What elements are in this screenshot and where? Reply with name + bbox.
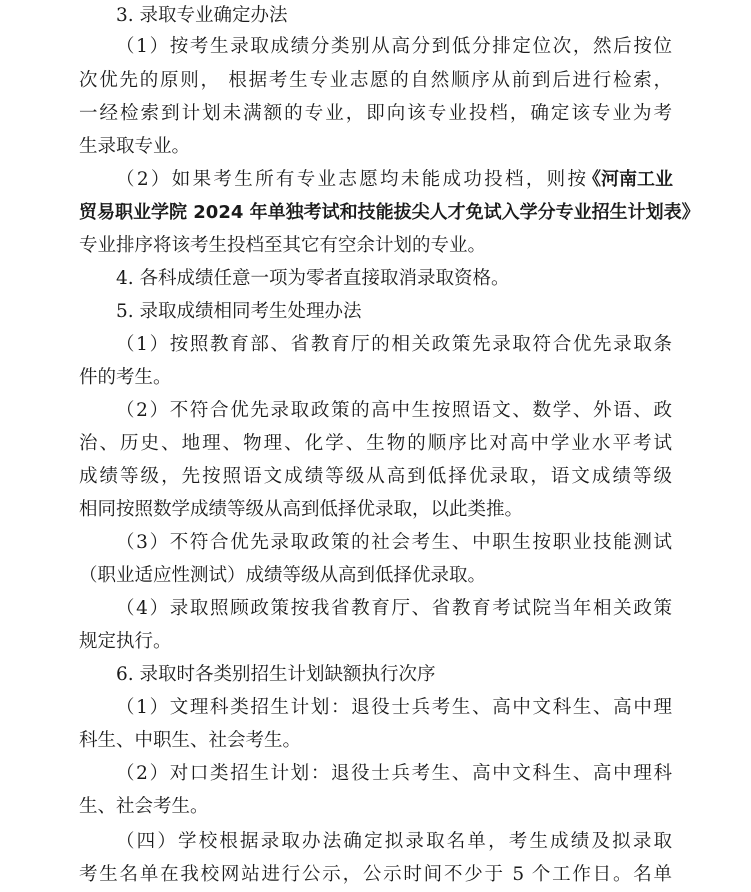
paragraph-line: 生、社会考生。 [79,796,209,817]
paragraph-line: 生录取专业。 [79,136,191,157]
paragraph-line: （1）按考生录取成绩分类别从高分到低分排定位次，然后按位 [116,36,672,57]
paragraph-line: 次优先的原则， 根据考生专业志愿的自然顺序从前到后进行检索， [79,70,672,91]
paragraph-line: （1）按照教育部、省教育厅的相关政策先录取符合优先录取条 [116,334,672,355]
paragraph-line: 相同按照数学成绩等级从高到低择优录取，以此类推。 [79,499,524,520]
paragraph-line: （职业适应性测试）成绩等级从高到低择优录取。 [79,565,487,586]
paragraph-line: （四）学校根据录取办法确定拟录取名单，考生成绩及拟录取 [116,831,672,852]
paragraph-line: 科生、中职生、社会考生。 [79,730,302,751]
paragraph-line: 治、历史、地理、物理、化学、生物的顺序比对高中学业水平考试 [79,433,672,454]
paragraph-line: （4）录取照顾政策按我省教育厅、省教育考试院当年相关政策 [116,598,672,619]
paragraph-line: 一经检索到计划未满额的专业，即向该专业投档，确定该专业为考 [79,103,672,124]
paragraph-line: （2）对口类招生计划：退役士兵考生、高中文科生、高中理科 [116,763,672,784]
section-heading-4: 4. 各科成绩任意一项为零者直接取消录取资格。 [116,268,510,289]
paragraph-line: 规定执行。 [79,631,172,652]
paragraph-line: （2）不符合优先录取政策的高中生按照语文、数学、外语、政 [116,400,672,421]
paragraph-line: 专业排序将该考生投档至其它有空余计划的专业。 [79,235,487,256]
section-heading-3: 3. 录取专业确定办法 [116,5,288,26]
paragraph-line: （2）如果考生所有专业志愿均未能成功投档，则按 [116,169,586,190]
section-heading-6: 6. 录取时各类别招生计划缺额执行次序 [116,664,436,685]
paragraph-line: （3）不符合优先录取政策的社会考生、中职生按职业技能测试 [116,532,672,553]
section-heading-5: 5. 录取成绩相同考生处理办法 [116,301,362,322]
plan-table-title-part1: 《河南工业 [583,169,673,190]
paragraph-line: 件的考生。 [79,367,172,388]
plan-table-title-part2: 贸易职业学院 2024 年单独考试和技能拔尖人才免试入学分专业招生计划表》 [79,202,700,223]
paragraph-line: 成绩等级，先按照语文成绩等级从高到低择优录取，语文成绩等级 [79,466,672,487]
paragraph-line: 考生名单在我校网站进行公示，公示时间不少于 5 个工作日。名单 [79,864,672,885]
paragraph-line: （1）文理科类招生计划：退役士兵考生、高中文科生、高中理 [116,697,672,718]
